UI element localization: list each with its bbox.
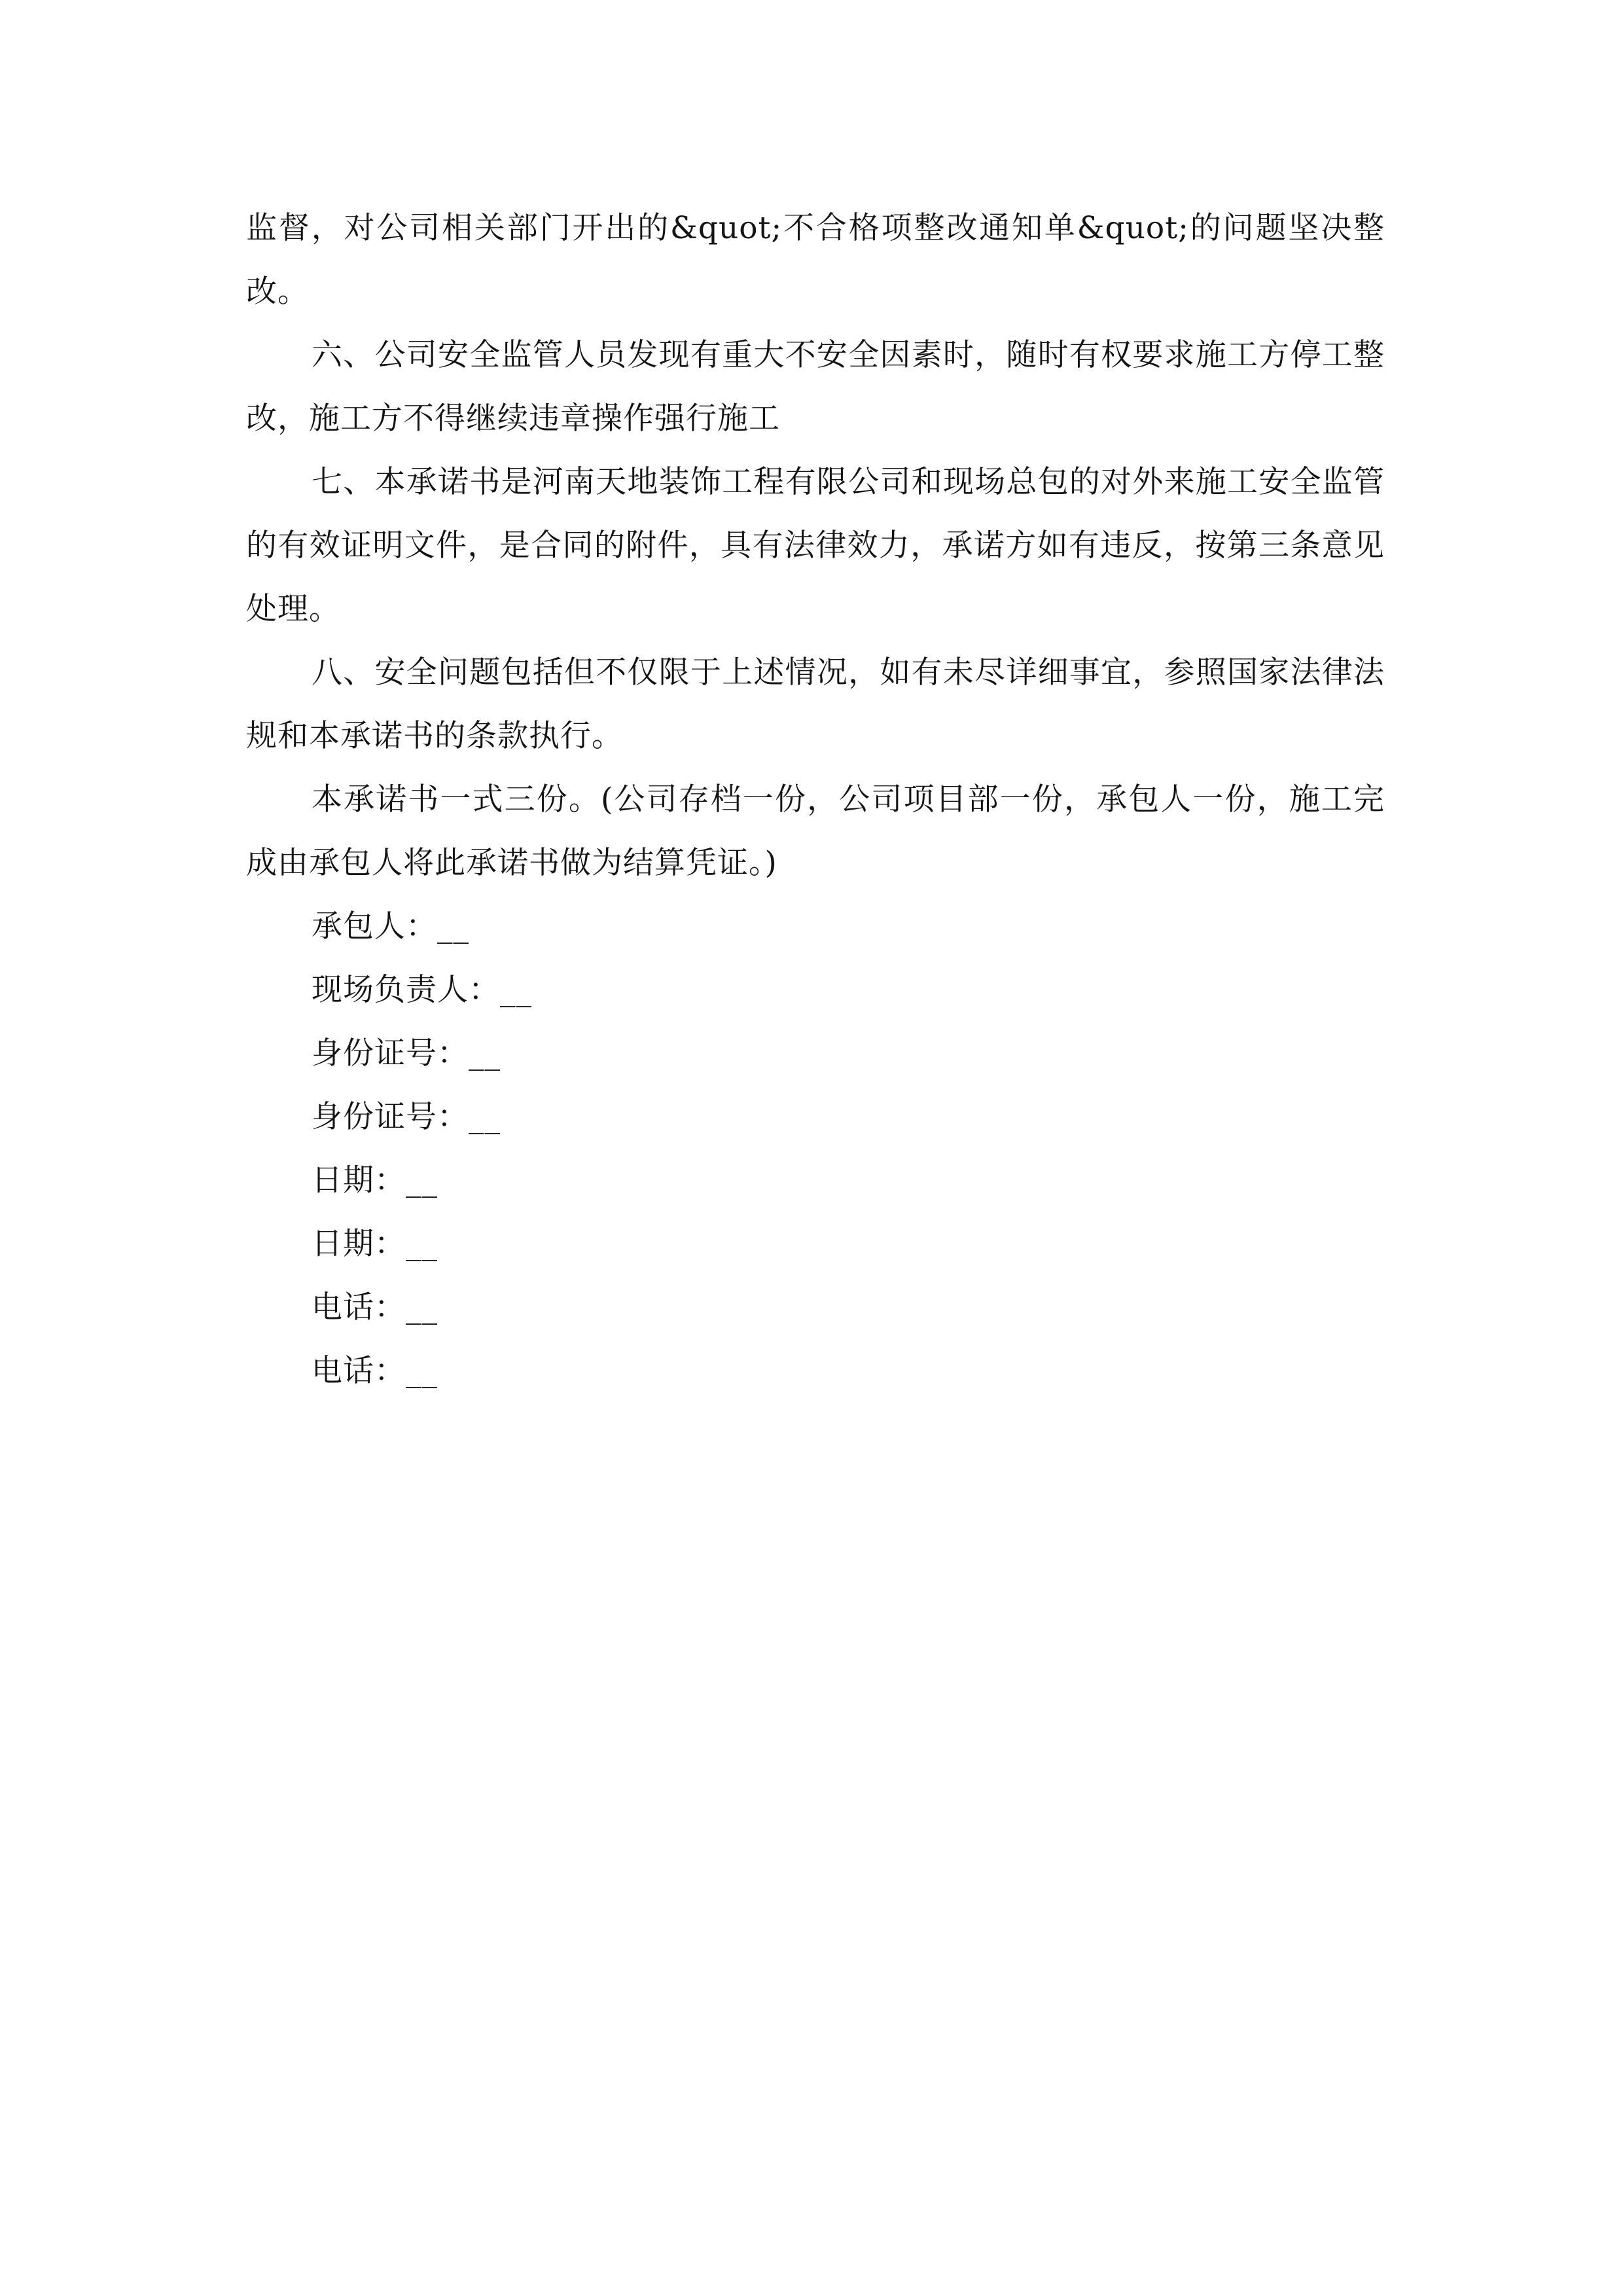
signature-field-id-number-1 [246,1022,1385,1085]
paragraph-copies-note: 本承诺书一式三份。(公司存档一份，公司项目部一份，承包人一份，施工完成由承包人将此承诺书做为结算凭证。) [246,781,1385,881]
signature-field-phone-1 [246,1276,1385,1339]
signature-field-date-2 [246,1212,1385,1276]
signature-field-id-number-2 [246,1085,1385,1149]
field-label: 日期： [312,1226,406,1262]
signature-field-phone-2 [246,1339,1385,1403]
field-label: 现场负责人： [312,972,500,1008]
paragraph-clause-8: 八、安全问题包括但不仅限于上述情况，如有未尽详细事宜，参照国家法律法规和本承诺书的条款执行。 [246,655,1385,754]
document-body [246,196,1385,1403]
signature-field-site-manager [246,958,1385,1022]
field-blank: __ [406,1289,438,1325]
paragraph-clause-7: 七、本承诺书是河南天地装饰工程有限公司和现场总包的对外来施工安全监管的有效证明文件，是合同的附件，具有法律效力，承诺方如有违反，按第三条意见处理。 [246,464,1385,627]
field-label: 承包人： [312,908,437,944]
field-label: 身份证号： [312,1035,469,1071]
field-blank: __ [406,1353,438,1389]
field-blank: __ [469,1035,501,1071]
signature-field-date-1 [246,1149,1385,1212]
field-label: 电话： [312,1353,406,1389]
signature-field-contractor [246,895,1385,958]
field-blank: __ [406,1226,438,1262]
field-blank: __ [500,972,532,1008]
field-label: 电话： [312,1289,406,1325]
field-blank: __ [437,908,469,944]
field-label: 日期： [312,1162,406,1198]
field-blank: __ [406,1162,438,1198]
field-label: 身份证号： [312,1099,469,1135]
paragraph-continuation: 监督，对公司相关部门开出的&quot;不合格项整改通知单&quot;的问题坚决整改。 [246,210,1385,310]
paragraph-clause-6: 六、公司安全监管人员发现有重大不安全因素时，随时有权要求施工方停工整改，施工方不得继续违章操作强行施工 [246,337,1385,437]
field-blank: __ [469,1099,501,1135]
